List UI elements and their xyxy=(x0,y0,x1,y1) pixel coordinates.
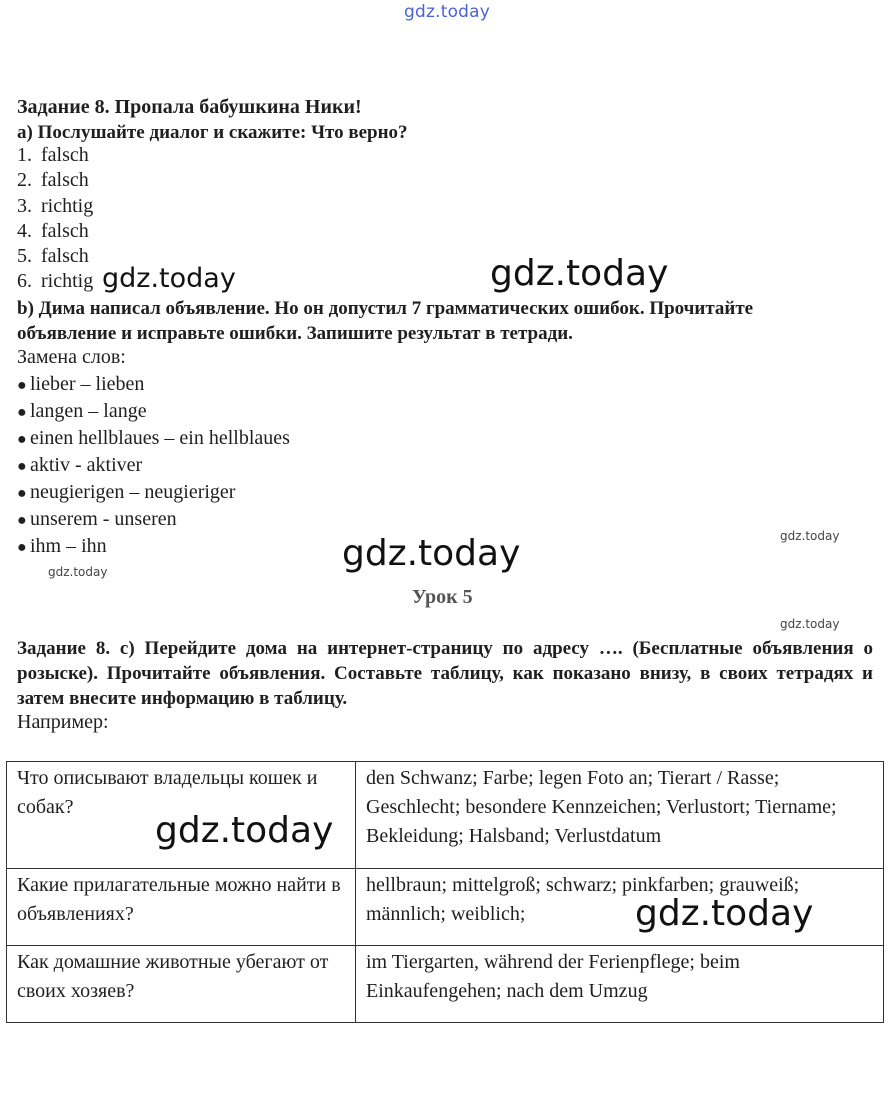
task8-part-a: а) Послушайте диалог и скажите: Что верно? xyxy=(17,122,408,143)
list-item: 3. richtig xyxy=(17,195,94,217)
watermark-4[interactable]: gdz.today xyxy=(155,810,334,851)
table-row xyxy=(7,946,884,1023)
table-cell-question: Какие прилагательные можно найти в объявлениях? xyxy=(7,869,356,946)
answer-table xyxy=(6,761,884,1023)
watermark-top[interactable]: gdz.today xyxy=(404,2,491,22)
table-cell-question: Что описывают владельцы кошек и собак? xyxy=(7,762,356,869)
list-item: ● aktiv - aktiver xyxy=(17,454,143,476)
watermark-1[interactable]: gdz.today xyxy=(102,263,236,294)
table-cell-answer: hellbraun; mittelgroß; schwarz; pinkfarben; grauweiß; männlich; weiblich; xyxy=(356,869,884,946)
task8-title: Задание 8. Пропала бабушкина Ники! xyxy=(17,96,362,118)
list-item: ● langen – lange xyxy=(17,400,147,422)
list-item: ● einen hellblaues – ein hellblaues xyxy=(17,427,290,449)
replacement-label: Замена слов: xyxy=(17,346,126,368)
watermark-small-3[interactable]: gdz.today xyxy=(780,617,840,631)
list-item: ● lieber – lieben xyxy=(17,373,145,395)
list-item: 1. falsch xyxy=(17,144,89,166)
list-item: 5. falsch xyxy=(17,245,89,267)
bullet-icon: ● xyxy=(17,458,27,475)
bullet-icon: ● xyxy=(17,377,27,394)
list-item: 2. falsch xyxy=(17,169,89,191)
bullet-icon: ● xyxy=(17,404,27,421)
watermark-5[interactable]: gdz.today xyxy=(635,893,814,934)
table-cell-answer: den Schwanz; Farbe; legen Foto an; Tierart / Rasse; Geschlecht; besondere Kennzeichen; Verlustort; Tiername; Bekleidung; Halsband; Verlustdatum xyxy=(356,762,884,869)
watermark-small-2[interactable]: gdz.today xyxy=(48,565,108,579)
list-item: ● neugierigen – neugieriger xyxy=(17,481,236,503)
watermark-2[interactable]: gdz.today xyxy=(490,253,669,294)
list-item: 6. richtig xyxy=(17,270,94,292)
list-item: ● unserem - unseren xyxy=(17,508,177,530)
example-label: Например: xyxy=(17,711,109,733)
watermark-3[interactable]: gdz.today xyxy=(342,533,521,574)
bullet-icon: ● xyxy=(17,485,27,502)
bullet-icon: ● xyxy=(17,431,27,448)
table-cell-answer: im Tiergarten, während der Ferienpflege; beim Einkaufengehen; nach dem Umzug xyxy=(356,946,884,1023)
bullet-icon: ● xyxy=(17,512,27,529)
task8-part-c: Задание 8. с) Перейдите дома на интернет-страницу по адресу …. (Бесплатные объявления о розыске). Прочитайте объявления. Составьте таблицу, как показано внизу, в своих тетрадях и затем внесите информацию в таблицу. xyxy=(17,638,873,709)
table-cell-question: Как домашние животные убегают от своих хозяев? xyxy=(7,946,356,1023)
task8-part-b-line1: b) Дима написал объявление. Но он допустил 7 грамматических ошибок. Прочитайте xyxy=(17,298,754,319)
lesson-heading: Урок 5 xyxy=(412,586,473,608)
list-item: ● ihm – ihn xyxy=(17,535,107,557)
task8-part-b-line2: объявление и исправьте ошибки. Запишите результат в тетради. xyxy=(17,323,573,344)
bullet-icon: ● xyxy=(17,539,27,556)
watermark-small-1[interactable]: gdz.today xyxy=(780,529,840,543)
list-item: 4. falsch xyxy=(17,220,89,242)
table-row xyxy=(7,762,884,869)
